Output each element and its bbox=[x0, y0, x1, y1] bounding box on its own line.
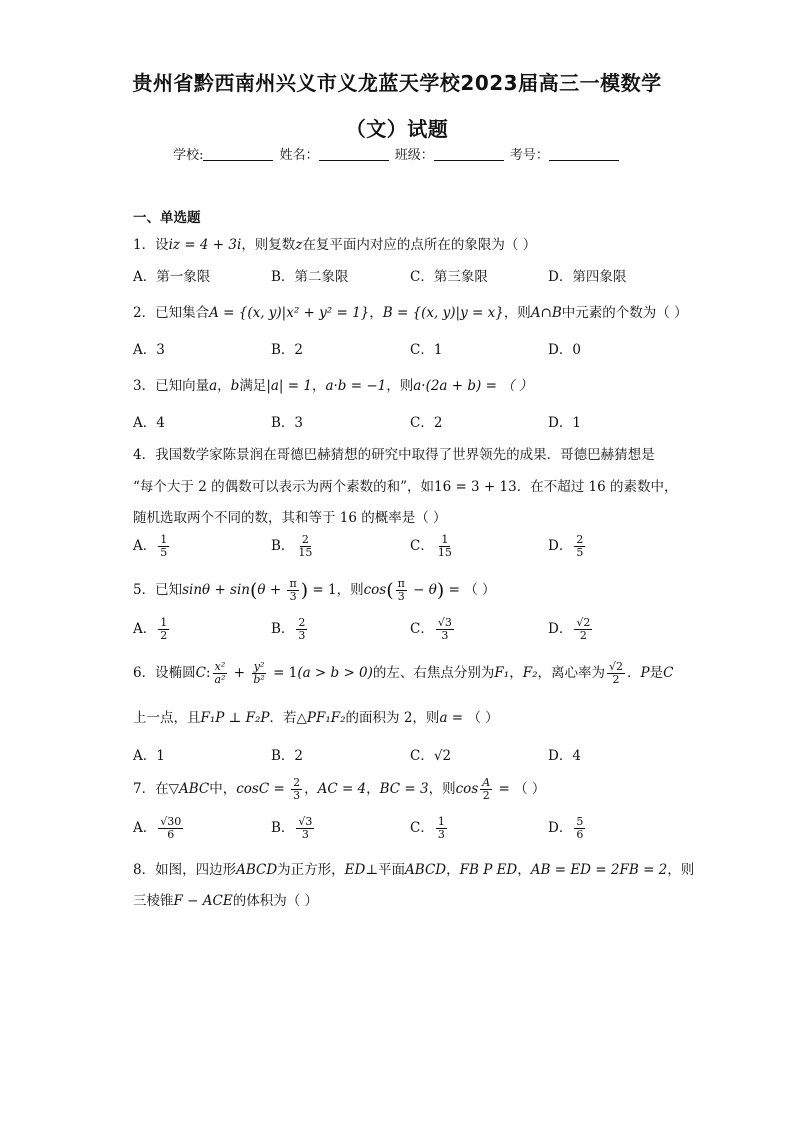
question-5: 5．已知sinθ + sin(θ + $\frac{\pi}{3}$ ) = 1，则cos( $\frac{\pi}{3}$ − θ) = （ ） bbox=[133, 577, 496, 603]
q3-expression: a·(2a + b) = （ ） bbox=[413, 378, 533, 394]
option-label: B． bbox=[271, 621, 295, 637]
fraction bbox=[436, 534, 454, 559]
q2-option-b[interactable]: B．2 bbox=[271, 342, 304, 358]
q1-option-b[interactable]: B．第二象限 bbox=[271, 269, 349, 285]
numerator: 1 bbox=[441, 533, 449, 546]
numerator: √3 bbox=[437, 616, 452, 629]
q4-option-d[interactable] bbox=[548, 534, 587, 559]
q6-text: ，离心率为 bbox=[537, 665, 605, 681]
q2-intersection: A∩B bbox=[530, 305, 562, 321]
q4-option-b[interactable] bbox=[271, 534, 316, 559]
fraction bbox=[607, 661, 625, 686]
q3-condition-2: a·b = −1 bbox=[325, 378, 387, 394]
q8-expression: ED⊥ bbox=[344, 862, 379, 878]
q8-text: ， bbox=[517, 862, 531, 878]
class-blank[interactable] bbox=[434, 148, 504, 161]
numerator: y² bbox=[253, 660, 265, 673]
q2-option-c[interactable]: C．1 bbox=[410, 342, 443, 358]
q6-text: = 1 bbox=[268, 665, 298, 681]
numerator: √3 bbox=[298, 815, 313, 828]
q6-text: : bbox=[205, 665, 211, 681]
q8-expression: ABCD bbox=[236, 862, 278, 878]
q8-expression: ABCD bbox=[405, 862, 447, 878]
numerator: 5 bbox=[576, 815, 584, 828]
q3-vector-a: a bbox=[209, 378, 218, 394]
option-label: A． bbox=[133, 538, 157, 554]
denominator: 6 bbox=[576, 828, 584, 841]
fraction bbox=[574, 534, 585, 559]
denominator: 3 bbox=[301, 828, 309, 841]
fraction bbox=[158, 617, 169, 642]
fraction bbox=[396, 578, 407, 603]
fraction bbox=[296, 816, 314, 841]
question-7 bbox=[133, 777, 545, 802]
q6-text: 6．设椭圆 bbox=[133, 665, 196, 681]
q2-set-b: B = {(x, y)|y = x} bbox=[382, 305, 504, 321]
fraction bbox=[251, 661, 266, 686]
q6-text: 是 bbox=[649, 665, 664, 681]
option-label: C． bbox=[410, 820, 434, 836]
q7-triangle: ▽ABC bbox=[168, 781, 210, 797]
fraction bbox=[213, 661, 228, 686]
denominator: 3 bbox=[289, 590, 297, 603]
q3-vector-b: b bbox=[230, 378, 240, 394]
denominator: 2 bbox=[579, 629, 587, 642]
q5-text: 5．已知 bbox=[133, 582, 183, 598]
q7-expression: cosC = bbox=[236, 781, 290, 797]
q6-option-b[interactable]: B．2 bbox=[271, 748, 304, 764]
q5-expression: = 1 bbox=[308, 582, 337, 598]
option-label: D． bbox=[548, 820, 573, 836]
numerator: √2 bbox=[576, 616, 591, 629]
option-value: √2 bbox=[433, 748, 452, 764]
option-label: D． bbox=[548, 538, 573, 554]
q3-option-a[interactable]: A．4 bbox=[133, 415, 165, 431]
denominator: 5 bbox=[160, 546, 168, 559]
school-label: 学校: bbox=[173, 148, 204, 163]
fraction bbox=[436, 617, 454, 642]
denominator: 15 bbox=[437, 546, 452, 559]
denominator: 3 bbox=[298, 629, 306, 642]
denominator: 5 bbox=[576, 546, 584, 559]
q2-text: ，则 bbox=[503, 305, 531, 321]
denominator: 3 bbox=[441, 629, 449, 642]
q6-text: ， bbox=[509, 665, 523, 681]
q6-ellipse-name: C bbox=[195, 665, 206, 681]
exam-number-blank[interactable] bbox=[549, 148, 619, 161]
q6-focus-2: F₂ bbox=[522, 665, 538, 681]
student-info-row bbox=[0, 144, 794, 163]
option-label: A． bbox=[133, 820, 157, 836]
q5-option-a[interactable] bbox=[133, 617, 171, 642]
question-8-line-1 bbox=[133, 858, 694, 878]
q2-text: 2．已知集合 bbox=[133, 305, 210, 321]
option-label: A． bbox=[133, 621, 157, 637]
numerator: √30 bbox=[160, 815, 182, 828]
option-label: D． bbox=[548, 621, 573, 637]
q6-text: （ ） bbox=[467, 710, 499, 726]
question-4-line-1: 4．我国数学家陈景润在哥德巴赫猜想的研究中取得了世界领先的成果．哥德巴赫猜想是 bbox=[133, 447, 655, 463]
q5-expression: θ + bbox=[257, 582, 286, 598]
numerator: x² bbox=[214, 660, 226, 673]
question-6-line-2 bbox=[133, 706, 499, 726]
q1-expression: iz = 4 + 3i bbox=[168, 237, 242, 253]
q5-text: ，则 bbox=[336, 582, 364, 598]
q6-text: 上一点，且 bbox=[133, 710, 201, 726]
option-label: C． bbox=[410, 748, 434, 764]
q2-text: ， bbox=[369, 305, 383, 321]
q7-expression: cos bbox=[455, 781, 479, 797]
q6-option-a[interactable]: A．1 bbox=[133, 748, 165, 764]
numerator: π bbox=[289, 577, 297, 590]
q1-option-a[interactable]: A．第一象限 bbox=[133, 269, 211, 285]
question-6-line-1 bbox=[133, 661, 673, 686]
q8-text: 三棱锥 bbox=[133, 893, 174, 909]
exam-title-line1: 贵州省黔西南州兴义市义龙蓝天学校2023届高三一模数学 bbox=[132, 71, 662, 95]
denominator: 15 bbox=[298, 546, 313, 559]
class-label: 班级： bbox=[394, 148, 434, 163]
q8-expression: FB P ED bbox=[459, 862, 518, 878]
q8-text: 的体积为（ ） bbox=[232, 893, 318, 909]
q7-text: ，则 bbox=[428, 781, 456, 797]
q7-expression: BC = 3 bbox=[379, 781, 429, 797]
q3-text: ，则 bbox=[386, 378, 414, 394]
q2-set-a: A = {(x, y)|x² + y² = 1} bbox=[209, 305, 370, 321]
q7-option-b[interactable] bbox=[271, 816, 316, 841]
exam-title-line2: （文）试题 bbox=[345, 117, 449, 141]
exam-number-label: 考号： bbox=[509, 148, 549, 163]
numerator: 2 bbox=[301, 533, 309, 546]
denominator: 3 bbox=[397, 590, 405, 603]
q2-option-a[interactable]: A．3 bbox=[133, 342, 165, 358]
q1-variable: z bbox=[295, 237, 303, 253]
q5-expression: cos bbox=[363, 582, 387, 598]
q7-expression: AC = 4 bbox=[317, 781, 367, 797]
q4-option-c[interactable] bbox=[410, 534, 456, 559]
q6-text: 的面积为 2，则 bbox=[345, 710, 440, 726]
q8-text: 为正方形， bbox=[277, 862, 345, 878]
q4-option-a[interactable] bbox=[133, 534, 171, 559]
q3-option-c[interactable]: C．2 bbox=[410, 415, 443, 431]
question-3 bbox=[133, 374, 532, 394]
q3-condition-1: |a| = 1 bbox=[266, 378, 312, 394]
q6-point: P bbox=[640, 665, 650, 681]
denominator: 3 bbox=[437, 828, 445, 841]
question-4-line-2: “每个大于 2 的偶数可以表示为两个素数的和”，如16 = 3 + 13．在不超过 16 的素数中， bbox=[133, 479, 678, 495]
fraction bbox=[287, 578, 298, 603]
q7-text: 7．在 bbox=[133, 781, 169, 797]
q5-option-d[interactable] bbox=[548, 617, 594, 642]
q3-option-b[interactable]: B．3 bbox=[271, 415, 304, 431]
denominator: a² bbox=[214, 673, 226, 686]
q3-text: 满足 bbox=[239, 378, 267, 394]
q5-expression: − θ bbox=[408, 582, 437, 598]
numerator: A bbox=[482, 776, 491, 789]
denominator: 2 bbox=[482, 789, 490, 802]
q3-text: ， bbox=[311, 378, 326, 394]
numerator: 1 bbox=[160, 533, 168, 546]
q8-text: ，则 bbox=[667, 862, 695, 878]
question-8-line-2 bbox=[133, 889, 318, 909]
denominator: 2 bbox=[160, 629, 168, 642]
fraction bbox=[574, 617, 592, 642]
numerator: 1 bbox=[160, 616, 168, 629]
q8-expression: F − ACE bbox=[173, 893, 233, 909]
q6-text: + bbox=[229, 665, 250, 681]
q7-option-d[interactable] bbox=[548, 816, 587, 841]
q5-option-b[interactable] bbox=[271, 617, 309, 642]
option-label: B． bbox=[271, 820, 295, 836]
q7-text: ， bbox=[304, 781, 318, 797]
numerator: 1 bbox=[437, 815, 445, 828]
q1-option-c[interactable]: C．第三象限 bbox=[410, 269, 488, 285]
q7-text: 中， bbox=[209, 781, 237, 797]
q1-text: 在复平面内对应的点所在的象限为（ ） bbox=[302, 237, 537, 253]
q3-text: ， bbox=[217, 378, 231, 394]
q3-option-d[interactable]: D．1 bbox=[548, 415, 581, 431]
q6-text: ． bbox=[627, 665, 641, 681]
q6-focus-1: F₁ bbox=[494, 665, 510, 681]
denominator: 3 bbox=[293, 789, 301, 802]
q7-text: ， bbox=[366, 781, 380, 797]
q2-text: 中元素的个数为（ ） bbox=[561, 305, 688, 321]
q6-condition: (a > b > 0) bbox=[297, 665, 373, 681]
q6-text: ．若 bbox=[269, 710, 297, 726]
q6-triangle: △PF₁F₂ bbox=[296, 710, 346, 726]
q5-option-c[interactable] bbox=[410, 617, 456, 642]
q2-option-d[interactable]: D．0 bbox=[548, 342, 581, 358]
question-4-line-3: 随机选取两个不同的数，其和等于 16 的概率是（ ） bbox=[133, 510, 447, 526]
fraction bbox=[574, 816, 585, 841]
name-blank[interactable] bbox=[319, 148, 389, 161]
q1-text: ，则复数 bbox=[241, 237, 296, 253]
q7-option-c[interactable] bbox=[410, 816, 449, 841]
option-label: C． bbox=[410, 621, 434, 637]
fraction bbox=[296, 617, 307, 642]
q7-text: = （ ） bbox=[494, 781, 546, 797]
q5-expression: sinθ + sin bbox=[182, 582, 250, 598]
q6-ellipse-name: C bbox=[663, 665, 674, 681]
denominator: 6 bbox=[167, 828, 175, 841]
fraction bbox=[291, 777, 302, 802]
fraction bbox=[158, 816, 183, 841]
denominator: 2 bbox=[612, 673, 620, 686]
option-label: C． bbox=[410, 538, 434, 554]
question-2 bbox=[133, 301, 688, 321]
school-blank[interactable] bbox=[203, 148, 273, 161]
numerator: π bbox=[397, 577, 405, 590]
fraction bbox=[436, 816, 447, 841]
q8-text: 平面 bbox=[378, 862, 406, 878]
numerator: √2 bbox=[608, 660, 623, 673]
fraction bbox=[480, 777, 492, 802]
fraction bbox=[296, 534, 314, 559]
q6-text: 的左、右焦点分别为 bbox=[372, 665, 495, 681]
q6-option-c[interactable] bbox=[410, 744, 451, 764]
option-label: B． bbox=[271, 538, 295, 554]
q8-expression: AB = ED = 2FB = 2 bbox=[530, 862, 668, 878]
q7-option-a[interactable] bbox=[133, 816, 185, 841]
numerator: 2 bbox=[293, 776, 301, 789]
q6-option-d[interactable]: D．4 bbox=[548, 748, 581, 764]
q6-expression: F₁P ⊥ F₂P bbox=[200, 710, 270, 726]
q8-text: ， bbox=[446, 862, 460, 878]
numerator: 2 bbox=[298, 616, 306, 629]
q3-text: 3．已知向量 bbox=[133, 378, 210, 394]
denominator: b² bbox=[253, 673, 265, 686]
q1-option-d[interactable]: D．第四象限 bbox=[548, 269, 627, 285]
name-label: 姓名： bbox=[279, 148, 319, 163]
q1-text: 1．设 bbox=[133, 237, 169, 253]
fraction bbox=[158, 534, 169, 559]
q6-expression: a = bbox=[439, 710, 468, 726]
q8-text: 8．如图，四边形 bbox=[133, 862, 237, 878]
section-heading: 一、单选题 bbox=[133, 210, 201, 226]
q5-expression: = （ ） bbox=[444, 582, 496, 598]
question-1 bbox=[133, 233, 536, 253]
numerator: 2 bbox=[576, 533, 584, 546]
